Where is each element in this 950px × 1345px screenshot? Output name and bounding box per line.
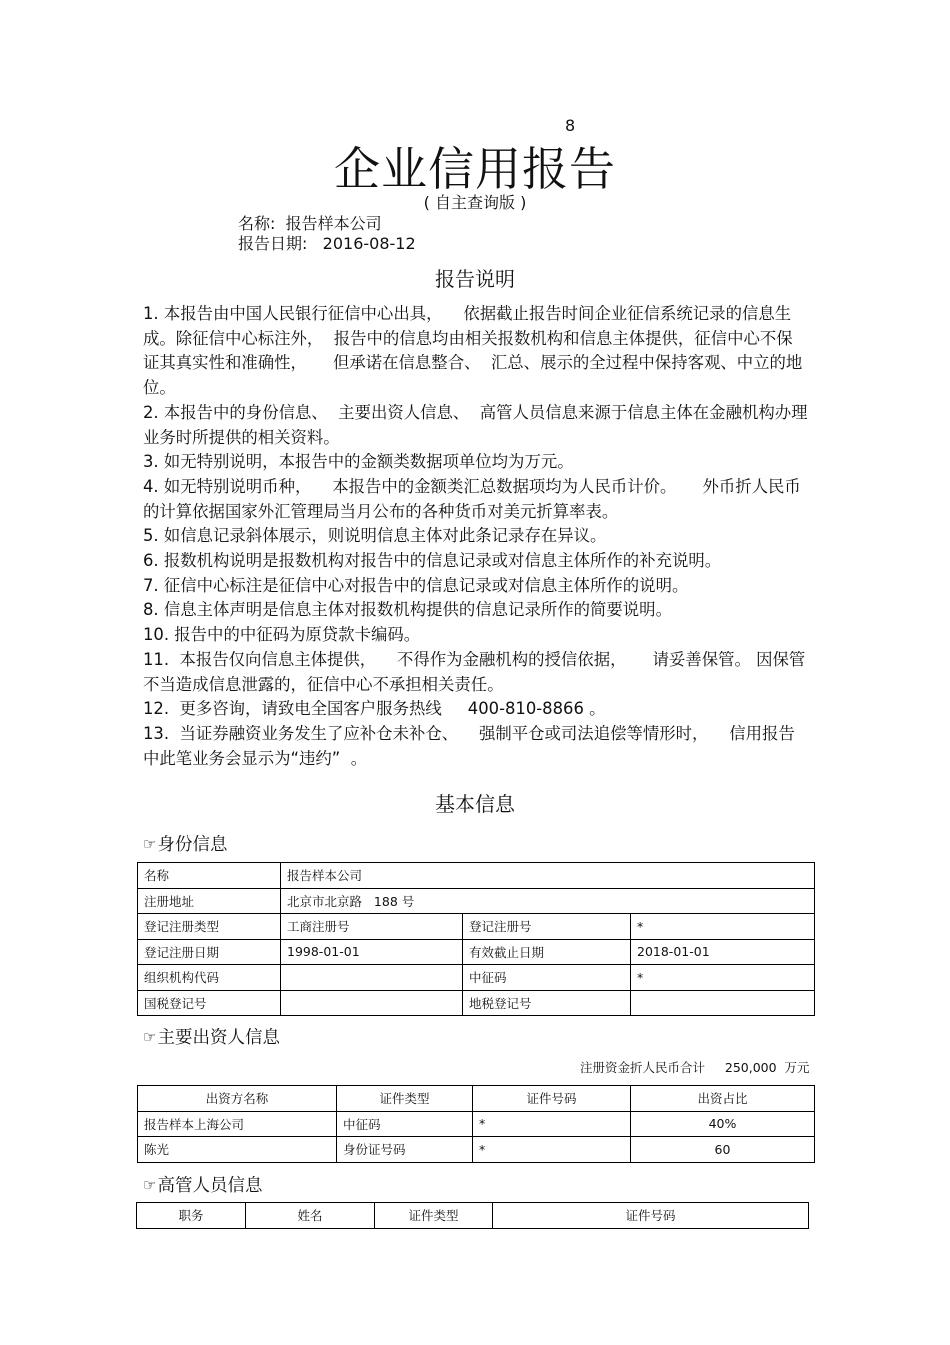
identity-table [137, 862, 815, 1016]
table-cell [281, 990, 463, 1016]
report-date-line: 报告日期: 2016-08-12 [238, 234, 416, 253]
note-item: 1. 本报告由中国人民银行征信中心出具， 依据截止报告时间企业征信系统记录的信息生成。除征信中心标注外， 报告中的信息均由相关报数机构和信息主体提供，征信中心不保证其真实性和准确性， 但承诺在信息整合、 汇总、展示的全过程中保持客观、中立的地位。 [143, 304, 803, 398]
table-cell: 北京市北京路 188 号 [281, 888, 815, 914]
table-row [138, 888, 815, 914]
table-cell: 身份证号码 [337, 1137, 473, 1163]
table-cell: 中征码 [463, 965, 631, 991]
table-row [138, 939, 815, 965]
table-cell: 名称 [138, 863, 281, 889]
pointing-hand-icon: ☞ [143, 1027, 157, 1046]
table-cell: 国税登记号 [138, 990, 281, 1016]
table-row [138, 1111, 815, 1137]
table-cell: * [631, 965, 815, 991]
note-item: 12. 更多咨询，请致电全国客户服务热线 400-810-8866 。 [143, 699, 606, 719]
table-cell: 1998-01-01 [281, 939, 463, 965]
pointing-hand-icon: ☞ [143, 834, 157, 853]
investor-heading-label: 主要出资人信息 [157, 1028, 280, 1048]
table-row [138, 965, 815, 991]
basic-info-heading: 基本信息 [435, 792, 515, 816]
investor-table [137, 1085, 815, 1163]
column-header: 姓名 [246, 1203, 375, 1229]
table-cell [631, 990, 815, 1016]
note-item: 10. 报告中的中征码为原贷款卡编码。 [143, 625, 421, 645]
table-cell: 报告样本上海公司 [138, 1111, 337, 1137]
identity-heading-label: 身份信息 [157, 835, 228, 855]
table-cell: 登记注册日期 [138, 939, 281, 965]
table-header-row [138, 1086, 815, 1112]
table-cell: * [631, 914, 815, 940]
table-cell: 有效截止日期 [463, 939, 631, 965]
table-cell: * [473, 1111, 631, 1137]
table-row [138, 990, 815, 1016]
executive-heading-label: 高管人员信息 [157, 1176, 263, 1196]
notes-heading: 报告说明 [435, 267, 515, 291]
company-name-line: 名称: 报告样本公司 [238, 214, 382, 233]
table-cell: * [473, 1137, 631, 1163]
table-cell: 登记注册号 [463, 914, 631, 940]
notes-list [143, 302, 808, 771]
identity-heading [143, 831, 227, 856]
column-header: 出资占比 [631, 1086, 815, 1112]
page-number: 8 [565, 116, 576, 135]
table-cell: 工商注册号 [281, 914, 463, 940]
table-row [138, 914, 815, 940]
table-cell: 陈光 [138, 1137, 337, 1163]
table-row [138, 863, 815, 889]
table-header-row [137, 1203, 809, 1229]
column-header: 证件类型 [375, 1203, 493, 1229]
table-cell: 40% [631, 1111, 815, 1137]
table-cell: 2018-01-01 [631, 939, 815, 965]
table-cell: 登记注册类型 [138, 914, 281, 940]
column-header: 证件号码 [493, 1203, 809, 1229]
pointing-hand-icon: ☞ [143, 1175, 157, 1194]
executive-heading [143, 1172, 262, 1197]
note-item: 11. 本报告仅向信息主体提供， 不得作为金融机构的授信依据， 请妥善保管。 因保管不当造成信息泄露的，征信中心不承担相关责任。 [143, 649, 806, 694]
note-item: 2. 本报告中的身份信息、 主要出资人信息、 高管人员信息来源于信息主体在金融机构办理业务时所提供的相关资料。 [143, 402, 808, 447]
column-header: 证件号码 [473, 1086, 631, 1112]
column-header: 证件类型 [337, 1086, 473, 1112]
table-cell: 报告样本公司 [281, 863, 815, 889]
executive-table [136, 1202, 809, 1229]
report-title: 企业信用报告 [334, 142, 616, 196]
table-cell: 组织机构代码 [138, 965, 281, 991]
table-cell: 60 [631, 1137, 815, 1163]
table-row [138, 1137, 815, 1163]
table-cell: 中征码 [337, 1111, 473, 1137]
table-cell [281, 965, 463, 991]
note-item: 6. 报数机构说明是报数机构对报告中的信息记录或对信息主体所作的补充说明。 [143, 551, 722, 571]
investor-heading [143, 1024, 280, 1049]
report-subtitle: ( 自主查询版 ) [423, 193, 527, 212]
table-cell: 地税登记号 [463, 990, 631, 1016]
note-item: 7. 征信中心标注是征信中心对报告中的信息记录或对信息主体所作的说明。 [143, 575, 689, 595]
table-cell: 注册地址 [138, 888, 281, 914]
registered-capital-total: 注册资金折人民币合计 250,000 万元 [580, 1060, 810, 1075]
column-header: 职务 [137, 1203, 246, 1229]
note-item: 3. 如无特别说明，本报告中的金额类数据项单位均为万元。 [143, 452, 574, 472]
note-item: 13. 当证券融资业务发生了应补仓未补仓、 强制平仓或司法追偿等情形时， 信用报告中此笔业务会显示为“违约” 。 [143, 723, 795, 768]
note-item: 4. 如无特别说明币种， 本报告中的金额类汇总数据项均为人民币计价。 外币折人民币的计算依据国家外汇管理局当月公布的各种货币对美元折算率表。 [143, 476, 801, 521]
column-header: 出资方名称 [138, 1086, 337, 1112]
note-item: 5. 如信息记录斜体展示，则说明信息主体对此条记录存在异议。 [143, 526, 607, 546]
note-item: 8. 信息主体声明是信息主体对报数机构提供的信息记录所作的简要说明。 [143, 600, 672, 620]
